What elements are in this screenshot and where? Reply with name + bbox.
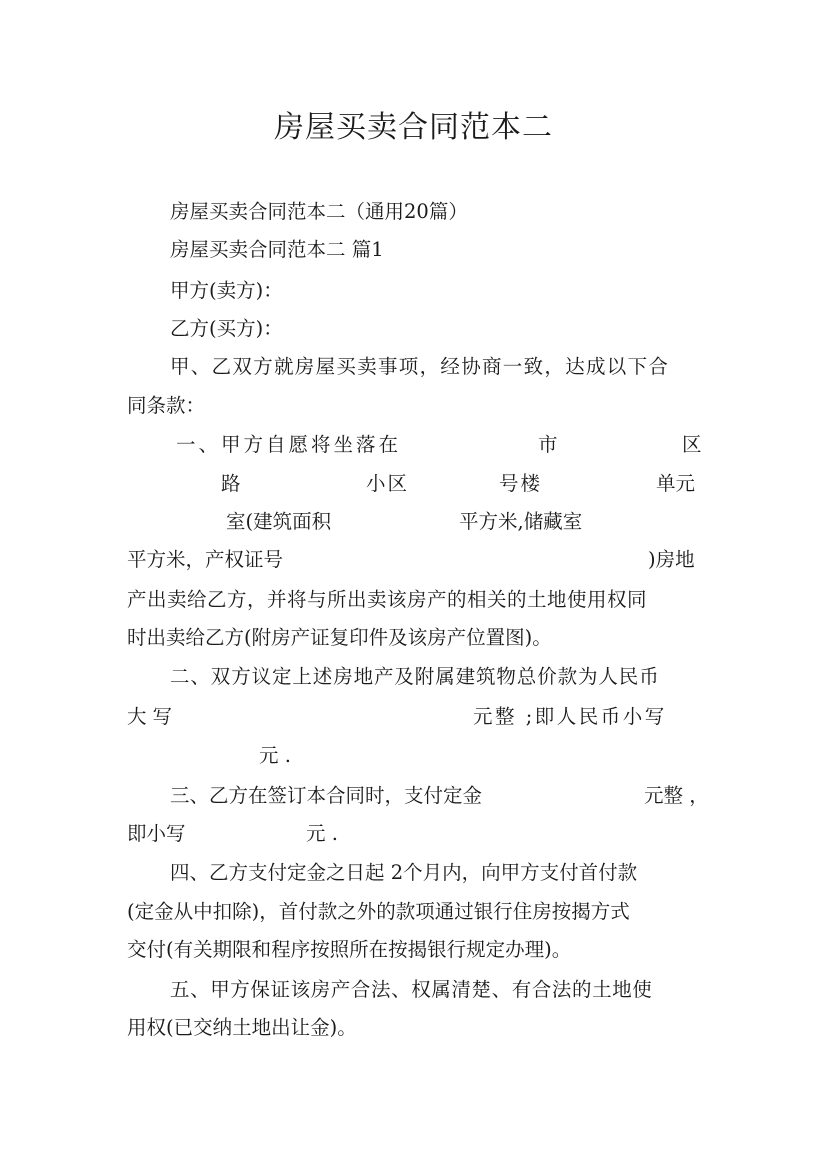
clause-4-line1: 四、乙方支付定金之日起 2个月内，向甲方支付首付款: [170, 861, 638, 884]
clause-1-line6: 时出卖给乙方(附房产证复印件及该房产位置图)。: [127, 626, 552, 649]
clause-3-line1-part1: 三、乙方在签订本合同时，支付定金: [170, 784, 483, 807]
clause-1-line4-part1: 平方米，产权证号: [127, 548, 284, 571]
clause-3-line2-part2: 元 .: [306, 822, 338, 845]
clause-3-line1-part2: 元整 ，: [644, 784, 709, 807]
clause-1-line1-part2: 市: [538, 433, 558, 456]
clause-1-line5: 产出卖给乙方，并将与所出卖该房产的相关的土地使用权同: [127, 588, 648, 611]
clause-1-line4-part2: )房地: [648, 548, 695, 571]
clause-1-line1-part1: 一、甲方自愿将坐落在: [176, 433, 402, 456]
clause-1-line3-part2: 平方米,储藏室: [459, 510, 583, 533]
clause-2-line1: 二、双方议定上述房地产及附属建筑物总价款为人民币: [170, 665, 660, 688]
clause-1-line2-part3: 号楼: [499, 472, 543, 495]
paragraph-intro-line1: 甲、乙双方就房屋买卖事项，经协商一致，达成以下合: [170, 355, 670, 378]
clause-1-line2-part2: 小区: [366, 472, 410, 495]
clause-3-line2-part1: 即小写: [127, 822, 186, 845]
clause-2-line2-part1: 大写: [127, 705, 179, 728]
section-heading: 房屋买卖合同范本二 篇1: [170, 238, 384, 261]
subtitle-line: 房屋买卖合同范本二（通用20篇）: [170, 200, 468, 223]
clause-1-line3-part1: 室(建筑面积: [226, 510, 332, 533]
party-a-line: 甲方(卖方)：: [170, 279, 283, 302]
party-b-line: 乙方(买方)：: [170, 317, 283, 340]
paragraph-intro-line2: 同条款：: [127, 394, 206, 417]
clause-2-line2-part2: 元整 ;即人民币小写: [473, 705, 667, 728]
clause-4-line3: 交付(有关期限和程序按照所在按揭银行规定办理)。: [127, 938, 572, 961]
clause-1-line2-part4: 单元: [656, 472, 696, 495]
clause-1-line2-part1: 路: [221, 472, 241, 495]
clause-1-line1-part3: 区: [682, 433, 702, 456]
clause-5-line2: 用权(已交纳土地出让金)。: [127, 1016, 357, 1039]
clause-2-line3: 元 .: [259, 744, 291, 767]
clause-4-line2: (定金从中扣除)，首付款之外的款项通过银行住房按揭方式: [127, 900, 630, 923]
document-title: 房屋买卖合同范本二: [274, 110, 553, 145]
clause-5-line1: 五、甲方保证该房产合法、权属清楚、有合法的土地使: [170, 978, 653, 1001]
